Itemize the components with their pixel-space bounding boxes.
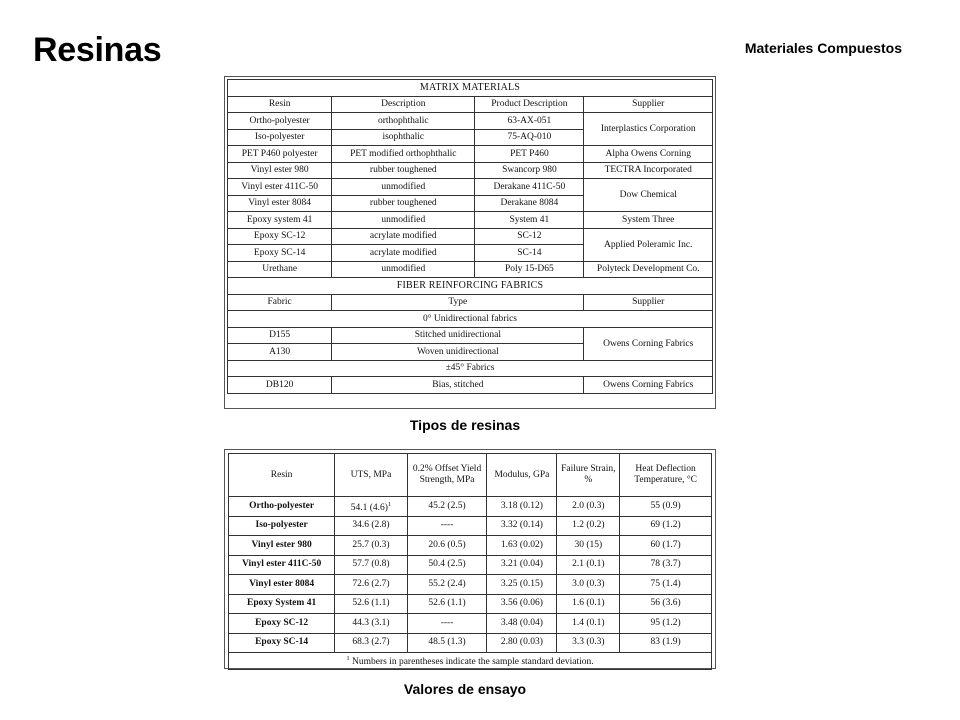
supplier-cell: Dow Chemical: [584, 179, 713, 212]
resin-cell: Epoxy SC-12: [229, 614, 335, 634]
description-cell: unmodified: [332, 212, 475, 229]
value-cell: 3.56 (0.06): [487, 594, 557, 614]
resin-cell: PET P460 polyester: [228, 146, 332, 163]
table-footnote: [229, 653, 712, 670]
uts-cell: [335, 497, 407, 517]
resin-cell: Epoxy SC-14: [228, 245, 332, 262]
value-cell: 60 (1.7): [620, 536, 712, 556]
table-row: [229, 575, 712, 595]
value-cell: 45.2 (2.5): [407, 497, 487, 517]
value-cell: 1.63 (0.02): [487, 536, 557, 556]
table-header-cell: 0.2% Offset Yield Strength, MPa: [407, 454, 487, 497]
table-header-cell: Resin: [228, 96, 332, 113]
table-header-cell: Fabric: [228, 294, 332, 311]
description-cell: unmodified: [332, 261, 475, 278]
value-cell: 48.5 (1.3): [407, 633, 487, 653]
value-cell: 83 (1.9): [620, 633, 712, 653]
table-row: [229, 497, 712, 517]
fiber-fabrics-heading: FIBER REINFORCING FABRICS: [228, 278, 713, 295]
table-row: [229, 633, 712, 653]
value-cell: 20.6 (0.5): [407, 536, 487, 556]
product-cell: SC-12: [475, 228, 584, 245]
value-cell: 2.0 (0.3): [557, 497, 620, 517]
product-cell: Derakane 411C-50: [475, 179, 584, 196]
value-cell: 68.3 (2.7): [335, 633, 407, 653]
fabric-cell: D155: [228, 327, 332, 344]
description-cell: PET modified orthophthalic: [332, 146, 475, 163]
resin-types-table: [227, 79, 713, 394]
table-row: [229, 594, 712, 614]
table-header-cell: Description: [332, 96, 475, 113]
value-cell: 69 (1.2): [620, 516, 712, 536]
description-cell: rubber toughened: [332, 195, 475, 212]
value-cell: 30 (15): [557, 536, 620, 556]
description-cell: rubber toughened: [332, 162, 475, 179]
footnote-text: Numbers in parentheses indicate the sample standard deviation.: [351, 657, 594, 668]
value-cell: 3.48 (0.04): [487, 614, 557, 634]
table-header-cell: Heat Deflection Temperature, °C: [620, 454, 712, 497]
test-values-table-image: [224, 449, 716, 669]
footnote-marker: 1: [346, 655, 350, 663]
resin-cell: Iso-polyester: [229, 516, 335, 536]
description-cell: unmodified: [332, 179, 475, 196]
resin-cell: Epoxy system 41: [228, 212, 332, 229]
value-cell: 78 (3.7): [620, 555, 712, 575]
resin-cell: Vinyl ester 8084: [229, 575, 335, 595]
supplier-cell: Owens Corning Fabrics: [584, 377, 713, 394]
resin-types-table-image: [224, 76, 716, 409]
value-cell: 3.25 (0.15): [487, 575, 557, 595]
fabric-cell: A130: [228, 344, 332, 361]
product-cell: Derakane 8084: [475, 195, 584, 212]
supplier-cell: TECTRA Incorporated: [584, 162, 713, 179]
product-cell: PET P460: [475, 146, 584, 163]
unidirectional-subheading: 0° Unidirectional fabrics: [228, 311, 713, 328]
table-header-cell: Supplier: [584, 294, 713, 311]
fabric-type-cell: Stitched unidirectional: [332, 327, 584, 344]
product-cell: 75-AQ-010: [475, 129, 584, 146]
value-cell: 3.3 (0.3): [557, 633, 620, 653]
value-cell: 95 (1.2): [620, 614, 712, 634]
test-values-table: [228, 453, 712, 670]
value-cell: 75 (1.4): [620, 575, 712, 595]
value-cell: 52.6 (1.1): [407, 594, 487, 614]
value-cell: ----: [407, 614, 487, 634]
supplier-cell: Interplastics Corporation: [584, 113, 713, 146]
footnote-marker: 1: [387, 500, 392, 508]
resin-cell: Epoxy SC-14: [229, 633, 335, 653]
table-row: [229, 516, 712, 536]
table-header-cell: Supplier: [584, 96, 713, 113]
value-cell: 1.6 (0.1): [557, 594, 620, 614]
supplier-cell: Owens Corning Fabrics: [584, 327, 713, 360]
value-cell: 25.7 (0.3): [335, 536, 407, 556]
value-cell: 72.6 (2.7): [335, 575, 407, 595]
value-cell: 3.0 (0.3): [557, 575, 620, 595]
fabric-cell: DB120: [228, 377, 332, 394]
value-cell: 56 (3.6): [620, 594, 712, 614]
description-cell: isophthalic: [332, 129, 475, 146]
description-cell: orthophthalic: [332, 113, 475, 130]
product-cell: SC-14: [475, 245, 584, 262]
description-cell: acrylate modified: [332, 245, 475, 262]
value-cell: 3.18 (0.12): [487, 497, 557, 517]
value-cell: 1.4 (0.1): [557, 614, 620, 634]
table-header-cell: Type: [332, 294, 584, 311]
value-cell: 50.4 (2.5): [407, 555, 487, 575]
resin-cell: Epoxy SC-12: [228, 228, 332, 245]
fabric-type-cell: Bias, stitched: [332, 377, 584, 394]
table-row: [229, 614, 712, 634]
uts-value: 54.1 (4.6): [350, 502, 388, 513]
matrix-materials-heading: MATRIX MATERIALS: [228, 80, 713, 97]
resin-cell: Ortho-polyester: [229, 497, 335, 517]
value-cell: 1.2 (0.2): [557, 516, 620, 536]
resin-cell: Ortho-polyester: [228, 113, 332, 130]
product-cell: System 41: [475, 212, 584, 229]
supplier-cell: Polyteck Development Co.: [584, 261, 713, 278]
resin-cell: Vinyl ester 980: [229, 536, 335, 556]
value-cell: 44.3 (3.1): [335, 614, 407, 634]
resin-cell: Iso-polyester: [228, 129, 332, 146]
resin-cell: Urethane: [228, 261, 332, 278]
value-cell: 3.32 (0.14): [487, 516, 557, 536]
supplier-cell: Alpha Owens Corning: [584, 146, 713, 163]
bias-subheading: ±45° Fabrics: [228, 360, 713, 377]
value-cell: 3.21 (0.04): [487, 555, 557, 575]
resin-cell: Vinyl ester 411C-50: [229, 555, 335, 575]
table-header-cell: Failure Strain, %: [557, 454, 620, 497]
table-row: [229, 536, 712, 556]
resin-cell: Vinyl ester 980: [228, 162, 332, 179]
supplier-cell: Applied Poleramic Inc.: [584, 228, 713, 261]
supplier-cell: System Three: [584, 212, 713, 229]
value-cell: 34.6 (2.8): [335, 516, 407, 536]
product-cell: Swancorp 980: [475, 162, 584, 179]
resin-cell: Epoxy System 41: [229, 594, 335, 614]
resin-cell: Vinyl ester 411C-50: [228, 179, 332, 196]
product-cell: 63-AX-051: [475, 113, 584, 130]
table-header-cell: Product Description: [475, 96, 584, 113]
course-subtitle: Materiales Compuestos: [744, 40, 902, 56]
value-cell: 2.80 (0.03): [487, 633, 557, 653]
product-cell: Poly 15-D65: [475, 261, 584, 278]
value-cell: ----: [407, 516, 487, 536]
value-cell: 2.1 (0.1): [557, 555, 620, 575]
table-row: [229, 555, 712, 575]
description-cell: acrylate modified: [332, 228, 475, 245]
test-values-caption: Valores de ensayo: [403, 681, 527, 697]
resin-cell: Vinyl ester 8084: [228, 195, 332, 212]
value-cell: 57.7 (0.8): [335, 555, 407, 575]
value-cell: 52.6 (1.1): [335, 594, 407, 614]
resin-types-caption: Tipos de resinas: [409, 417, 521, 433]
slide-title: Resinas: [33, 31, 162, 69]
table-header-cell: Resin: [229, 454, 335, 497]
table-header-cell: Modulus, GPa: [487, 454, 557, 497]
value-cell: 55.2 (2.4): [407, 575, 487, 595]
table-header-cell: UTS, MPa: [335, 454, 407, 497]
fabric-type-cell: Woven unidirectional: [332, 344, 584, 361]
value-cell: 55 (0.9): [620, 497, 712, 517]
